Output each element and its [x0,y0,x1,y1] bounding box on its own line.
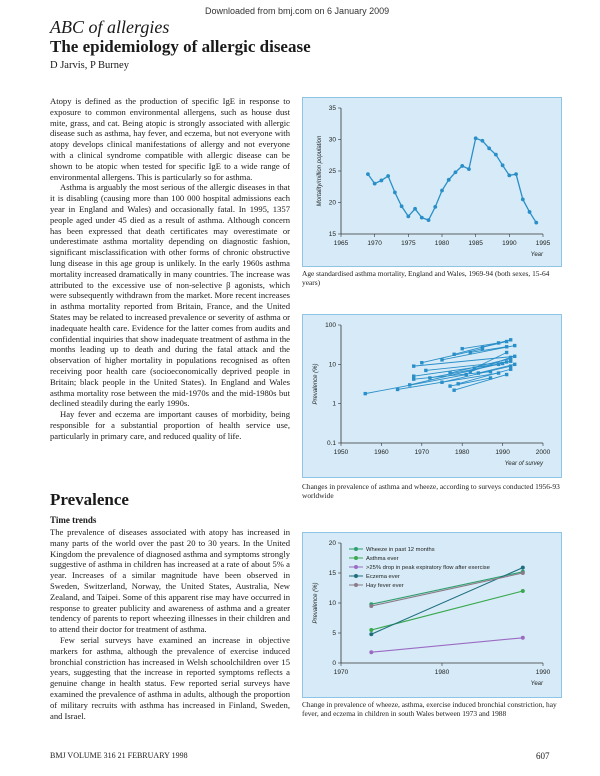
paragraph: Few serial surveys have examined an increase in objective markers for asthma, although the prevalence of exercise induced bronchial constriction has increased in Welsh schoolchildren over 15 years, suggesting that the increase in reported symptoms reflects a genuine change in health status. Few reported serial surveys have examined the prevalence of asthma in adults, although the proportion of military recruits with asthma has increased in Finland, Sweden, and Israel. [50,634,290,721]
subheading: Time trends [50,515,97,525]
data-point [521,589,525,593]
y-axis-label: Prevalence (%) [313,582,319,624]
x-tick-label: 1950 [333,449,349,456]
legend-swatch-marker [354,565,358,569]
data-point [406,214,410,218]
data-point [420,216,424,220]
x-tick-label: 1985 [468,240,483,247]
data-point [474,136,478,140]
data-point [396,388,399,391]
data-point [514,172,518,176]
data-point [505,351,508,354]
data-point [473,366,476,369]
data-point [501,163,505,167]
data-point [448,384,451,387]
data-point [509,338,512,341]
intro-text [50,96,290,442]
data-point [400,204,404,208]
x-tick-label: 1980 [434,669,450,676]
data-point [448,371,451,374]
data-point [369,632,373,636]
data-point [369,628,373,632]
data-point [494,153,498,157]
data-point [513,344,516,347]
authors: D Jarvis, P Burney [50,60,129,71]
data-point [521,566,525,570]
mortality-chart [303,98,561,266]
data-point [521,636,525,640]
x-tick-label: 2000 [535,449,551,456]
south-wales-chart-panel [302,532,562,698]
data-point [380,179,384,183]
chart-caption: Change in prevalence of wheeze, asthma, exercise induced bronchial constriction, hay fever, and eczema in children in south Wales between 1973 and 1988 [302,700,557,718]
x-tick-label: 1990 [502,240,517,247]
data-point [461,347,464,350]
data-point [412,377,415,380]
series-title: ABC of allergies [50,17,170,37]
data-point [366,172,370,176]
chart-caption: Changes in prevalence of asthma and wheeze, according to surveys conducted 1956-93 worldwide [302,482,560,500]
y-tick-label: 20 [328,199,336,207]
x-axis-label: Year of survey [504,461,543,467]
y-tick-label: 0 [332,660,336,667]
paragraph: Atopy is defined as the production of specific IgE in response to exposure to common environmental allergens, such as house dust mite, grass, and cat. Being atopic is strongly associated with allergic disease such as asthma, hay fever, and eczema, but not everyone with atopy develops clinical manifestations of allergy and not everyone with a clinical syndrome compatible with allergic disease can be shown to be atopic when tested for specific IgE to a wide range of environmental allergens. This is particularly so for asthma. [50,96,290,182]
y-tick-label: 30 [328,136,336,144]
section-heading: Prevalence [50,490,129,509]
x-tick-label: 1995 [535,240,551,247]
legend-swatch-marker [354,583,358,587]
data-point [386,174,390,178]
data-point [413,207,417,211]
data-point [424,369,427,372]
article-title: The epidemiology of allergic disease [50,37,311,56]
prevalence-text [50,527,290,721]
data-point [481,346,484,349]
data-point [452,388,455,391]
y-axis-label: Prevalence (%) [313,363,319,405]
data-point [509,356,512,359]
y-tick-label: 35 [328,105,336,112]
data-point [454,170,458,174]
legend-label: Wheeze in past 12 months [366,547,435,553]
series-line [482,342,506,348]
data-point [505,373,508,376]
data-point [393,191,397,195]
data-point [412,364,415,367]
legend-swatch-marker [354,547,358,551]
series-line [470,347,506,353]
chart-caption: Age standardised asthma mortality, England and Wales, 1969-94 (both sexes, 15-64 years) [302,269,550,287]
data-point [481,139,485,143]
data-point [452,353,455,356]
data-point [447,178,451,182]
data-point [534,221,538,225]
data-point [505,360,508,363]
legend-swatch-marker [354,574,358,578]
y-axis-label: Mortality/million population [317,135,323,207]
data-point [364,392,367,395]
legend-label: Eczema ever [366,574,400,580]
data-point [408,383,411,386]
data-point [477,371,480,374]
legend-swatch-marker [354,556,358,560]
paragraph: Asthma is arguably the most serious of the allergic diseases in that it is disabling (causing more than 100 000 hospital admissions each year in England and Wales) and occasionally fatal. In 1995, 1357 people aged under 45 died as a result of asthma. Although concern has been expressed that death certificates may overestimate or underestimate asthma mortality depending on diagnostic fashion, significant misclassification with other forms of chronic obstructive lung disease in this age group is unlikely. In the early 1960s asthma mortality increased dramatically in many countries. The increase was attributed to the excessive use of non-selective β agonists, which were subsequently withdrawn from the market. More recent increases in asthma mortality reported from Britain, France, and the United States may be related to increased prevalence or severity of asthma or inadequate health care. Evidence for the latter comes from audits and confidential inquiries that show inadequate treatment of asthma in the months leading up to death and during the fatal attack and the observation of higher mortality in populations recognised as often receiving poor health care (socioeconomically deprived people in Britain; black people in the United States). In England and Wales asthma mortality rose between the mid-1970s and the mid-1980s but declined steadily during the early 1990s. [50,182,290,409]
x-tick-label: 1975 [401,240,416,247]
prevalence-surveys-chart [303,315,561,477]
series-line [371,638,523,652]
data-point [456,382,459,385]
data-point [440,189,444,193]
series-line [470,357,510,371]
prevalence-surveys-chart-panel [302,314,562,478]
x-tick-label: 1970 [333,669,349,676]
data-point [420,361,423,364]
data-point [505,345,508,348]
data-point [469,370,472,373]
paragraph: Hay fever and eczema are important causes of morbidity, being responsible for a substantial proportion of health service use, particularly in primary care, and reduced quality of life. [50,409,290,441]
x-tick-label: 1970 [367,240,382,247]
data-point [460,164,464,168]
y-tick-label: 15 [328,231,336,238]
data-point [369,604,373,608]
y-tick-label: 20 [328,540,336,547]
y-tick-label: 10 [328,361,336,369]
data-point [433,205,437,209]
data-point [505,340,508,343]
y-tick-label: 100 [325,322,336,329]
x-tick-label: 1965 [333,240,349,247]
y-tick-label: 25 [328,168,336,175]
data-point [440,381,443,384]
x-tick-label: 1980 [454,449,470,456]
data-point [428,376,431,379]
x-axis-label: Year [530,252,543,258]
y-tick-label: 0.1 [326,440,336,447]
x-tick-label: 1980 [434,240,450,247]
legend-label: Hay fever ever [366,583,404,589]
data-point [469,351,472,354]
mortality-chart-panel [302,97,562,267]
data-point [509,368,512,371]
data-point [427,218,431,222]
data-point [373,182,377,186]
data-point [521,197,525,201]
x-tick-label: 1990 [495,449,510,456]
data-point [369,650,373,654]
data-point [513,355,516,358]
page-number: 607 [536,751,550,761]
data-point [497,363,500,366]
x-tick-label: 1970 [414,449,430,456]
y-tick-label: 15 [328,570,336,577]
x-tick-label: 1960 [374,449,389,456]
data-point [513,363,516,366]
data-point [440,358,443,361]
y-tick-label: 10 [328,600,336,607]
download-notice: Downloaded from bmj.com on 6 January 2009 [205,6,390,16]
legend-label: >25% drop in peak expiratory flow after exercise [366,565,490,571]
footer-journal: BMJ VOLUME 316 21 FEBRUARY 1998 [50,751,188,760]
data-point [507,174,511,178]
data-point [487,146,491,150]
x-tick-label: 1990 [535,669,551,676]
y-tick-label: 1 [332,400,336,408]
data-point [467,167,471,171]
data-point [412,374,415,377]
paragraph: The prevalence of diseases associated with atopy has increased in many parts of the world over the past 20 to 30 years. In the United Kingdom the prevalence of diagnosed asthma and symptoms strongly suggestive of asthma in children has increased at a rate of about 5% a year. Increases of a similar magnitude have been observed in Sweden, Switzerland, Norway, the United States, Australia, New Zealand, and Taipei. Some of this apparent rise may have occurred in response to greater publicity and awareness of asthma and a greater tendency of parents to report wheezing illnesses in their children and to attend their doctor for treatment of asthma. [50,527,290,635]
series-line [368,138,536,222]
x-axis-label: Year [530,681,543,687]
data-point [528,210,532,214]
series-line [365,375,466,394]
legend-label: Asthma ever [366,556,399,562]
south-wales-chart [303,533,561,697]
y-tick-label: 5 [332,630,336,637]
data-point [521,571,525,575]
